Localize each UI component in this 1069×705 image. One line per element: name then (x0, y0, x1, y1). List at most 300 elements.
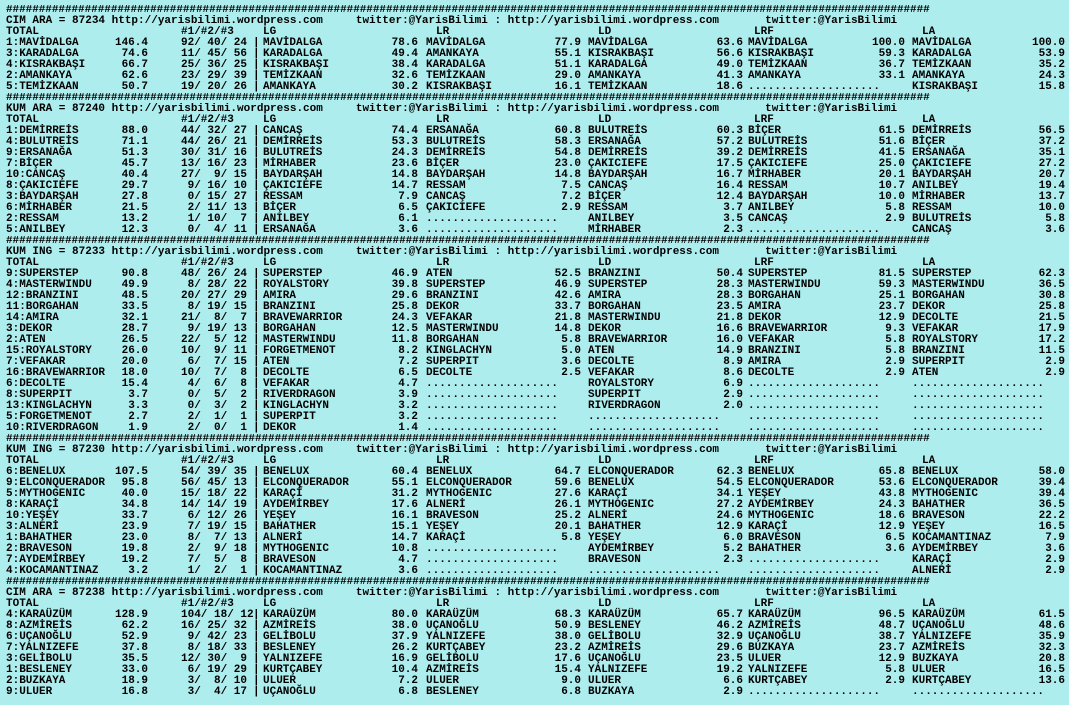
la-score: 3.6 (1045, 543, 1065, 555)
ld-score: 5.2 (723, 543, 743, 555)
la-name: ROYALSTORY (912, 334, 979, 346)
column-divider: | (253, 37, 260, 49)
horse-name: 14:AMIRA (6, 312, 59, 324)
lg-score: 7.2 (398, 356, 418, 368)
lrf-score: 59.3 (878, 48, 905, 60)
ld-score: 12.9 (716, 521, 743, 533)
lrf-score: 33.1 (878, 70, 905, 82)
la-name: SUPERPIT (912, 356, 965, 368)
lrf-score: 12.9 (878, 521, 905, 533)
lrf-score: 2.9 (885, 356, 905, 368)
horse-name: 6:UÇANOĞLU (6, 631, 73, 643)
column-divider: | (253, 334, 260, 346)
total-score: 74.6 (121, 48, 148, 60)
horse-name: 12:BRANZINI (6, 290, 79, 302)
lg-score: 6.1 (398, 213, 418, 225)
ld-score: 34.1 (716, 488, 743, 500)
lg-score: 12.5 (391, 323, 418, 335)
column-divider: | (253, 411, 260, 423)
ld-name: AYDEMİRBEY (588, 543, 655, 555)
lrf-name: .................... (748, 411, 881, 423)
lrf-score: 20.1 (878, 169, 905, 181)
lr-score: 54.8 (554, 147, 581, 159)
lg-score: 3.9 (398, 389, 418, 401)
lg-score: 8.2 (398, 345, 418, 357)
ld-score: 60.3 (716, 125, 743, 137)
placings: 10/ 9/ 11 (181, 345, 248, 357)
ld-name: .................... (588, 411, 721, 423)
lr-score: 64.7 (554, 466, 581, 478)
total-score: 19.8 (121, 543, 148, 555)
lrf-name: ÇAKICIEFE (748, 158, 808, 170)
la-name: .................... (912, 389, 1045, 401)
lg-score: 7.9 (398, 191, 418, 203)
table-row (6, 71, 1066, 82)
column-divider: | (253, 323, 260, 335)
la-name: ANILBEY (912, 180, 959, 192)
lr-score: 9.0 (561, 675, 581, 687)
la-name: MYTHOGENIC (912, 488, 979, 500)
placings: 1/ 2/ 1 (181, 565, 248, 577)
table-row (6, 676, 1066, 687)
total-score: 27.8 (121, 191, 148, 203)
placings: 7/ 19/ 15 (181, 521, 248, 533)
lrf-name: SUPERSTEP (748, 268, 808, 280)
table-row (6, 687, 1066, 698)
la-name: ÇAKICIEFE (912, 158, 972, 170)
placings: 2/ 11/ 13 (181, 202, 248, 214)
lg-name: ATEN (263, 356, 290, 368)
lr-name: DECOLTE (426, 367, 473, 379)
column-divider: | (253, 48, 260, 60)
lg-score: 6.5 (398, 367, 418, 379)
column-divider: | (253, 620, 260, 632)
column-divider: | (253, 70, 260, 82)
placings: 23/ 29/ 39 (181, 70, 248, 82)
ld-score: 32.9 (716, 631, 743, 643)
table-row (6, 522, 1066, 533)
lrf-name: AZMİREİS (748, 620, 801, 632)
horse-name: 1:DEMİRREİS (6, 125, 79, 137)
lrf-score: 9.3 (885, 323, 905, 335)
column-divider: | (253, 686, 260, 698)
la-name: MAVİDALGA (912, 37, 972, 49)
ld-score: 17.5 (716, 158, 743, 170)
lr-score: 77.9 (554, 37, 581, 49)
total-score: 128.9 (114, 609, 148, 621)
ld-score: 6.9 (723, 378, 743, 390)
lrf-name: ELCONQUERADOR (748, 477, 834, 489)
lrf-header: LRF (754, 455, 774, 467)
lrf-score: 12.9 (878, 653, 905, 665)
lr-score: 38.0 (554, 631, 581, 643)
placings: 6/ 12/ 26 (181, 510, 248, 522)
column-divider: | (253, 290, 260, 302)
total-score: 3.2 (128, 565, 148, 577)
lg-score: 24.3 (391, 312, 418, 324)
ld-score: 24.6 (716, 510, 743, 522)
total-score: 71.1 (121, 136, 148, 148)
lg-name: TEMİZKAAN (263, 70, 323, 82)
lrf-name: UÇANOĞLU (748, 631, 801, 643)
ld-score: 41.3 (716, 70, 743, 82)
ld-name: ALNERİ (588, 510, 628, 522)
la-name: DEKOR (912, 301, 946, 313)
lrf-name: AMIRA (748, 356, 782, 368)
lr-score: 15.4 (554, 664, 581, 676)
lg-score: 49.4 (391, 48, 418, 60)
horse-name: 6:DECOLTE (6, 378, 66, 390)
ld-name: BRANZINI (588, 268, 641, 280)
la-name: AMANKAYA (912, 70, 965, 82)
ld-name: SUPERPIT (588, 389, 641, 401)
lg-score: 78.6 (391, 37, 418, 49)
lrf-name: KARAÇİ (748, 521, 788, 533)
lg-name: AMANKAYA (263, 81, 316, 93)
race-header: KUM ING = 87233 http://yarisbilimi.wordpress.com twitter:@YarisBilimi : http://yarisbilimi.wordpress.com twitter:@YarisBilimi (6, 246, 898, 258)
rank-header: #1/#2/#3 (181, 257, 234, 269)
horse-name: 7:YALNIZEFE (6, 642, 79, 654)
la-name: MASTERWINDU (912, 279, 985, 291)
horse-name: 10:RIVERDRAGON (6, 422, 99, 434)
total-score: 35.5 (121, 653, 148, 665)
la-score: 16.5 (1038, 521, 1065, 533)
la-score: 15.8 (1038, 81, 1065, 93)
lrf-header: LRF (754, 26, 774, 38)
lg-score: 3.2 (398, 400, 418, 412)
lg-name: ULUER (263, 675, 297, 687)
table-row (6, 225, 1066, 236)
lrf-score: 38.7 (878, 631, 905, 643)
la-score: 13.6 (1038, 675, 1065, 687)
lrf-name: MAVİDALGA (748, 37, 808, 49)
lr-score: 46.9 (554, 279, 581, 291)
lr-name: .................... (426, 411, 559, 423)
ld-header: LD (598, 598, 612, 610)
lg-name: KURTÇABEY (263, 664, 323, 676)
column-divider: | (253, 312, 260, 324)
la-score: 61.5 (1038, 609, 1065, 621)
horse-name: 3:KARADALGA (6, 48, 79, 60)
total-score: 48.5 (121, 290, 148, 302)
total-score: 23.0 (121, 532, 148, 544)
lr-name: KARADALGA (426, 59, 486, 71)
lrf-score: 25.1 (878, 290, 905, 302)
ld-name: BİÇER (588, 191, 622, 203)
lg-name: ELCONQUERADOR (263, 477, 349, 489)
lr-score: 5.8 (561, 334, 581, 346)
ld-name: KISRAKBAŞI (588, 48, 655, 60)
lrf-score: 61.5 (878, 125, 905, 137)
lr-name: AMANKAYA (426, 48, 479, 60)
total-score: 66.7 (121, 59, 148, 71)
ld-name: .................... (588, 422, 721, 434)
lg-name: BRAVESON (263, 554, 316, 566)
lg-score: 15.1 (391, 521, 418, 533)
horse-name: 2:AMANKAYA (6, 70, 73, 82)
lr-name: GELİBOLU (426, 653, 479, 665)
horse-name: 4:MASTERWINDU (6, 279, 92, 291)
lrf-name: DECOLTE (748, 367, 795, 379)
column-divider: | (253, 499, 260, 511)
lr-name: CANCAŞ (426, 191, 466, 203)
lg-score: 11.8 (391, 334, 418, 346)
race-header: CIM ARA = 87234 http://yarisbilimi.wordpress.com twitter:@YarisBilimi : http://yarisbilimi.wordpress.com twitter:@YarisBilimi (6, 15, 898, 27)
ld-name: RIVERDRAGON (588, 400, 661, 412)
ld-score: 8.9 (723, 356, 743, 368)
table-row (6, 346, 1066, 357)
placings: 48/ 26/ 24 (181, 268, 248, 280)
table-row (6, 137, 1066, 148)
lrf-score: 100.0 (871, 37, 905, 49)
ld-name: TEMİZKAAN (588, 81, 648, 93)
la-score: 37.2 (1038, 136, 1065, 148)
la-name: KISRAKBAŞI (912, 81, 979, 93)
lrf-name: CANCAŞ (748, 213, 788, 225)
placings: 27/ 9/ 15 (181, 169, 248, 181)
lg-name: RESSAM (263, 191, 303, 203)
horse-name: 1:MAVİDALGA (6, 37, 79, 49)
lrf-score: 23.7 (878, 642, 905, 654)
lr-name: BULUTREİS (426, 136, 486, 148)
lr-score: 5.8 (561, 532, 581, 544)
total-score: 23.9 (121, 521, 148, 533)
lr-name: TEMİZKAAN (426, 70, 486, 82)
ld-name: BRAVESON (588, 554, 641, 566)
horse-name: 3:DEKOR (6, 323, 53, 335)
total-score: 49.9 (121, 279, 148, 291)
lr-name: ATEN (426, 268, 453, 280)
lrf-header: LRF (754, 257, 774, 269)
la-score: 39.4 (1038, 477, 1065, 489)
horse-name: 2:RESSAM (6, 213, 59, 225)
la-score: 35.1 (1038, 147, 1065, 159)
ld-score: 16.7 (716, 169, 743, 181)
placings: 14/ 14/ 19 (181, 499, 248, 511)
placings: 2/ 1/ 1 (181, 411, 248, 423)
total-score: 33.0 (121, 664, 148, 676)
placings: 12/ 30/ 9 (181, 653, 248, 665)
column-divider: | (253, 543, 260, 555)
lg-name: MYTHOGENIC (263, 543, 330, 555)
lrf-name: AMIRA (748, 301, 782, 313)
lrf-score: 5.8 (885, 202, 905, 214)
lr-name: ELCONQUERADOR (426, 477, 512, 489)
table-row (6, 478, 1066, 489)
lrf-score: 6.5 (885, 532, 905, 544)
ld-name: GELİBOLU (588, 631, 641, 643)
horse-name: 7:BİÇER (6, 158, 53, 170)
total-score: 28.7 (121, 323, 148, 335)
la-score: 35.2 (1038, 59, 1065, 71)
lrf-name: BUZKAYA (748, 642, 795, 654)
column-divider: | (253, 191, 260, 203)
placings: 0/ 15/ 27 (181, 191, 248, 203)
table-row (6, 467, 1066, 478)
table-row (6, 126, 1066, 137)
la-name: BAHATHER (912, 499, 965, 511)
placings: 9/ 16/ 10 (181, 180, 248, 192)
la-name: BORGAHAN (912, 290, 965, 302)
total-score: 107.5 (114, 466, 148, 478)
la-score: 62.3 (1038, 268, 1065, 280)
ld-score: 28.3 (716, 290, 743, 302)
total-score: 62.2 (121, 620, 148, 632)
ld-score: 16.6 (716, 323, 743, 335)
table-row (6, 291, 1066, 302)
placings: 7/ 5/ 8 (181, 554, 248, 566)
lg-score: 14.7 (391, 180, 418, 192)
lrf-score: 3.6 (885, 543, 905, 555)
lg-score: 32.6 (391, 70, 418, 82)
lr-name: KINGLACHYN (426, 345, 493, 357)
placings: 92/ 40/ 24 (181, 37, 248, 49)
horse-name: 4:BULUTREİS (6, 136, 79, 148)
la-score: 48.6 (1038, 620, 1065, 632)
table-row (6, 324, 1066, 335)
horse-name: 15:ROYALSTORY (6, 345, 92, 357)
separator-line: ############################################################################################################################################# (6, 577, 930, 588)
total-score: 40.4 (121, 169, 148, 181)
lrf-header: LRF (754, 598, 774, 610)
lg-score: 23.6 (391, 158, 418, 170)
lg-score: 24.3 (391, 147, 418, 159)
column-divider: | (253, 488, 260, 500)
lg-name: ROYALSTORY (263, 279, 330, 291)
lr-name: .................... (426, 378, 559, 390)
lg-score: 3.6 (398, 565, 418, 577)
ld-name: YALNIZEFE (588, 664, 648, 676)
lr-score: 33.7 (554, 301, 581, 313)
ld-score: 62.3 (716, 466, 743, 478)
horse-name: 5:TEMİZKAAN (6, 81, 79, 93)
column-divider: | (253, 565, 260, 577)
lg-name: RIVERDRAGON (263, 389, 336, 401)
table-row (6, 148, 1066, 159)
lg-score: 7.2 (398, 675, 418, 687)
total-score: 37.8 (121, 642, 148, 654)
ld-name: MAVİDALGA (588, 37, 648, 49)
ld-score: 23.5 (716, 653, 743, 665)
ld-score: 8.6 (723, 367, 743, 379)
total-score: 62.6 (121, 70, 148, 82)
horse-name: 5:ANILBEY (6, 224, 66, 236)
la-name: .................... (912, 400, 1045, 412)
lg-name: BAHATHER (263, 521, 316, 533)
lg-score: 38.4 (391, 59, 418, 71)
race-header: KUM ING = 87230 http://yarisbilimi.wordpress.com twitter:@YarisBilimi : http://yarisbilimi.wordpress.com twitter:@YarisBilimi (6, 444, 898, 456)
lr-name: .................... (426, 213, 559, 225)
column-divider: | (253, 147, 260, 159)
lr-name: .................... (426, 543, 559, 555)
lr-score: 2.9 (561, 202, 581, 214)
lrf-score: 96.5 (878, 609, 905, 621)
lg-name: AYDEMİRBEY (263, 499, 330, 511)
lg-score: 4.7 (398, 378, 418, 390)
la-name: KARAÜZÜM (912, 609, 965, 621)
lr-score: 14.8 (554, 323, 581, 335)
la-name: .................... (912, 686, 1045, 698)
total-score: 3.7 (128, 389, 148, 401)
horse-name: 8:ÇAKICIEFE (6, 180, 79, 192)
rank-header: #1/#2/#3 (181, 598, 234, 610)
lrf-score: 53.6 (878, 477, 905, 489)
ld-score: 54.5 (716, 477, 743, 489)
horse-name: 4:KISRAKBAŞI (6, 59, 86, 71)
ld-name: KARAÜZÜM (588, 609, 641, 621)
column-divider: | (253, 510, 260, 522)
lr-name: .................... (426, 224, 559, 236)
lg-name: BİÇER (263, 202, 297, 214)
lrf-name: BRAVESON (748, 532, 801, 544)
ld-name: AMIRA (588, 290, 622, 302)
column-divider: | (253, 345, 260, 357)
ld-name: MYTHOGENIC (588, 499, 655, 511)
column-divider: | (253, 675, 260, 687)
la-score: 21.5 (1038, 312, 1065, 324)
la-name: BRANZINI (912, 345, 965, 357)
ld-name: ATEN (588, 345, 615, 357)
lg-name: ALNERİ (263, 532, 303, 544)
la-name: SUPERSTEP (912, 268, 972, 280)
la-score: 5.8 (1045, 213, 1065, 225)
lg-score: 31.2 (391, 488, 418, 500)
horse-name: 1:BAHATHER (6, 532, 73, 544)
lg-name: DEMİRREİS (263, 136, 323, 148)
horse-name: 11:BORGAHAN (6, 301, 79, 313)
race-header: KUM ARA = 87240 http://yarisbilimi.wordpress.com twitter:@YarisBilimi : http://yarisbilimi.wordpress.com twitter:@YarisBilimi (6, 103, 898, 115)
la-score: 17.2 (1038, 334, 1065, 346)
lrf-score: 51.6 (878, 136, 905, 148)
placings: 11/ 45/ 56 (181, 48, 248, 60)
column-divider: | (253, 224, 260, 236)
total-label: TOTAL (6, 26, 40, 38)
lr-header: LR (436, 257, 450, 269)
lg-header: LG (263, 598, 277, 610)
column-divider: | (253, 477, 260, 489)
la-name: .................... (912, 378, 1045, 390)
column-divider: | (253, 400, 260, 412)
lrf-name: BORGAHAN (748, 290, 801, 302)
ld-score: 14.9 (716, 345, 743, 357)
lg-name: KOCAMANTINAZ (263, 565, 343, 577)
ld-score: 19.2 (716, 664, 743, 676)
la-name: BAYDARŞAH (912, 169, 972, 181)
placings: 3/ 4/ 17 (181, 686, 248, 698)
la-name: UÇANOĞLU (912, 620, 965, 632)
horse-name: 4:KARAÜZÜM (6, 609, 73, 621)
lrf-name: MİRHABER (748, 169, 801, 181)
total-score: 13.2 (121, 213, 148, 225)
column-divider: | (253, 301, 260, 313)
table-row (6, 159, 1066, 170)
lr-score: 26.1 (554, 499, 581, 511)
lr-score: 51.1 (554, 59, 581, 71)
lrf-name: BRAVEWARRIOR (748, 323, 828, 335)
lrf-name: YEŞEY (748, 488, 782, 500)
lg-name: MASTERWINDU (263, 334, 336, 346)
la-name: TEMİZKAAN (912, 59, 972, 71)
lg-score: 80.0 (391, 609, 418, 621)
horse-name: 7:VEFAKAR (6, 356, 66, 368)
lg-name: VEFAKAR (263, 378, 310, 390)
lg-name: AZMİREİS (263, 620, 316, 632)
table-row (6, 302, 1066, 313)
lg-header: LG (263, 26, 277, 38)
la-score: 20.8 (1038, 653, 1065, 665)
separator-line: ############################################################################################################################################# (6, 434, 930, 445)
lg-score: 6.5 (398, 202, 418, 214)
